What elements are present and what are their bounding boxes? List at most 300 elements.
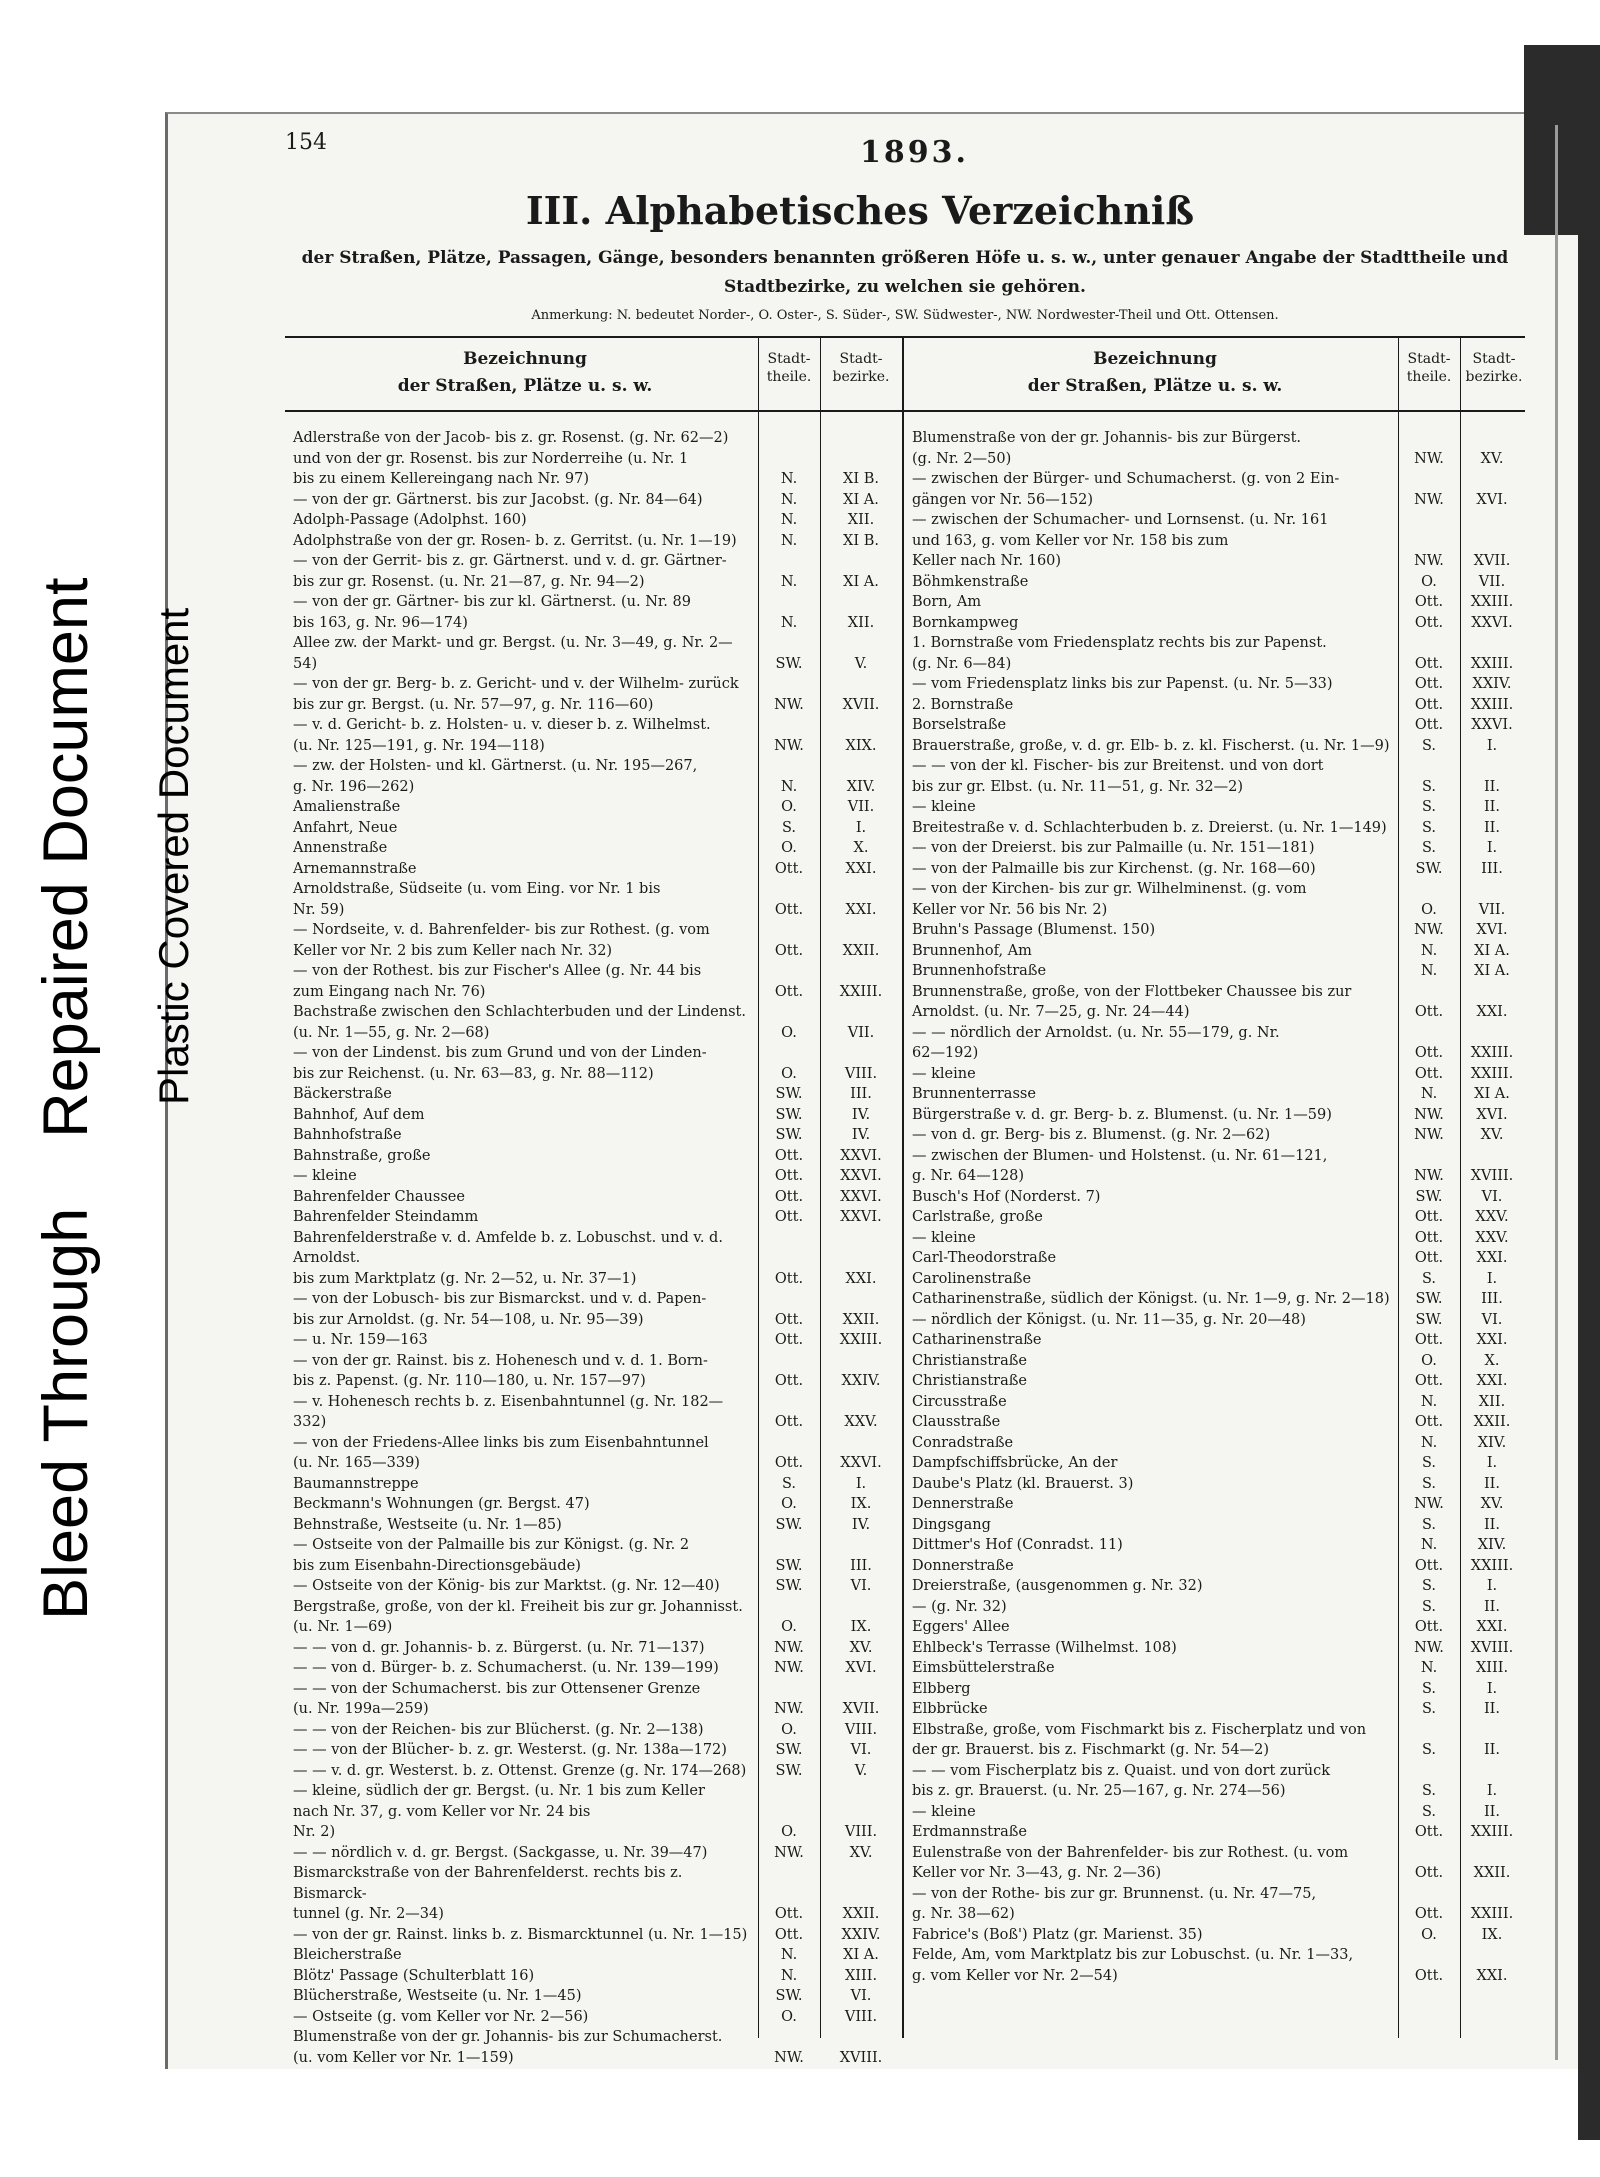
stadttheil-cell: N. — [1420, 1434, 1438, 1451]
abbreviation-note: Anmerkung: N. bedeutet Norder-, O. Oster-, S. Süder-, SW. Südwester-, NW. Nordwester-Theil und Ott. Ottensen. — [531, 308, 1279, 323]
table-row — [285, 1392, 903, 1433]
stadtbezirk-cell: VI. — [1481, 1311, 1503, 1328]
street-name: — von der Lindenst. bis zum Grund und von der Linden- bis zur Reichenst. (u. Nr. 63—83, g. Nr. 88—112) — [293, 1045, 707, 1082]
stadttheil-cell: SW. — [775, 1086, 803, 1102]
table-row — [285, 756, 903, 797]
street-name: — — von der Reichen- bis zur Blücherst. (g. Nr. 2—138) — [293, 1721, 704, 1738]
street-name: Christianstraße — [912, 1373, 1028, 1389]
stadttheil-cell: Ott. — [1414, 1557, 1444, 1574]
stadtbezirk-cell: II. — [1483, 819, 1501, 836]
stadtbezirk-cell: XVI. — [1476, 1106, 1508, 1123]
street-name: Bruhn's Passage (Blumenst. 150) — [912, 922, 1156, 938]
street-name: Catharinenstraße, südlich der Königst. (u. Nr. 1—9, g. Nr. 2—18) — [912, 1291, 1390, 1307]
stadttheil-cell: Ott. — [774, 1332, 804, 1348]
bleed-through-label: Bleed Through — [31, 1207, 101, 1620]
table-row — [904, 613, 1525, 634]
table-row — [904, 1658, 1525, 1679]
table-row — [904, 633, 1525, 674]
stadttheil-cell: Ott. — [1414, 594, 1444, 610]
page-gutter — [1555, 125, 1558, 2060]
stadtbezirk-cell: IX. — [850, 1619, 872, 1635]
stadttheil-cell: O. — [1421, 1926, 1437, 1943]
stadttheil-cell: S. — [1421, 1578, 1437, 1594]
street-name: Clausstraße — [912, 1414, 1001, 1430]
stadttheil-cell: NW. — [774, 737, 804, 754]
stadtbezirk-cell: III. — [850, 1086, 872, 1102]
street-name: Elbberg — [912, 1680, 971, 1697]
stadttheil-cell: Ott. — [774, 1373, 804, 1389]
stadtbezirk-cell: XXIV. — [841, 1373, 881, 1389]
street-name: — — v. d. gr. Westerst. b. z. Ottenst. Grenze (g. Nr. 174—268) — [293, 1762, 747, 1779]
street-name: — — von d. gr. Johannis- b. z. Bürgerst. (u. Nr. 71—137) — [293, 1639, 705, 1656]
stadttheil-cell: NW. — [774, 1639, 804, 1656]
street-name: Arnemannstraße — [293, 860, 417, 877]
street-name: Amalienstraße — [293, 799, 401, 815]
stadtbezirk-cell: XI A. — [1474, 963, 1510, 979]
table-row — [904, 1617, 1525, 1638]
table-row — [904, 592, 1525, 613]
street-name: Daube's Platz (kl. Brauerst. 3) — [912, 1475, 1134, 1492]
stadtbezirk-cell: XXII. — [842, 1311, 880, 1328]
table-row — [904, 941, 1525, 962]
street-name: — u. Nr. 159—163 — [293, 1332, 428, 1348]
street-name: Dreierstraße, (ausgenommen g. Nr. 32) — [912, 1578, 1203, 1594]
stadttheil-cell: NW. — [774, 1701, 804, 1717]
stadtbezirk-cell: IV. — [851, 1127, 871, 1143]
table-head-rule — [285, 410, 1525, 412]
stadtbezirk-cell: XXVI. — [840, 1188, 882, 1205]
table-row — [285, 531, 903, 552]
header-line-2: der Straßen, Plätze u. s. w. — [1027, 376, 1283, 396]
stadttheil-cell: Ott. — [1414, 1967, 1444, 1984]
street-name: Dingsgang — [912, 1516, 991, 1533]
stadtbezirk-cell: VII. — [847, 1024, 875, 1041]
stadttheil-cell: N. — [780, 491, 798, 508]
stadttheil-cell: S. — [1421, 778, 1437, 795]
stadttheil-cell: SW. — [775, 1988, 803, 2004]
stadttheil-cell: Ott. — [774, 1455, 804, 1471]
street-name: Dennerstraße — [912, 1496, 1014, 1512]
street-name: Dittmer's Hof (Conradst. 11) — [912, 1537, 1123, 1553]
stadttheil-cell: Ott. — [774, 1147, 804, 1164]
stadttheil-cell: S. — [1421, 1742, 1437, 1758]
stadtbezirk-cell: I. — [1486, 737, 1498, 754]
table-row — [904, 1802, 1525, 1823]
stadtbezirk-cell: XXIV. — [1472, 676, 1512, 692]
street-name: — — von der Blücher- b. z. gr. Westerst. (g. Nr. 138a—172) — [293, 1742, 727, 1758]
stadtbezirk-cell: I. — [1486, 1270, 1498, 1287]
stadtbezirk-cell: XI A. — [843, 1947, 879, 1963]
table-row — [285, 1679, 903, 1720]
stadttheil-cell: N. — [780, 512, 798, 528]
street-name: Elbstraße, große, vom Fischmarkt bis z. Fischerplatz und von der gr. Brauerst. bis z. Fischmarkt (g. Nr. 54—2) — [912, 1721, 1367, 1758]
stadttheil-cell: Ott. — [774, 1270, 804, 1287]
stadttheil-cell: S. — [1421, 1701, 1437, 1717]
table-row — [904, 1638, 1525, 1659]
stadtbezirk-cell: XVII. — [842, 1701, 880, 1717]
street-name: Carl-Theodorstraße — [912, 1250, 1057, 1266]
table-row — [285, 818, 903, 839]
stadttheil-cell: O. — [781, 1065, 797, 1082]
street-name: — von der Dreierst. bis zur Palmaille (u. Nr. 151—181) — [912, 840, 1315, 856]
stadttheil-cell: NW. — [1414, 922, 1444, 938]
street-name: — von der gr. Rainst. bis z. Hohenesch und v. d. 1. Born- bis z. Papenst. (g. Nr. 110—180, u. Nr. 157—97) — [293, 1352, 708, 1389]
table-row — [285, 920, 903, 961]
table-row — [904, 1207, 1525, 1228]
stadtbezirk-cell: XXIII. — [1470, 1065, 1514, 1082]
stadttheil-cell: SW. — [1415, 1291, 1443, 1307]
stadttheil-cell: N. — [780, 532, 798, 549]
table-row — [904, 1884, 1525, 1925]
stadttheil-cell: S. — [1421, 1783, 1437, 1799]
stadttheil-cell: NW. — [1414, 450, 1444, 467]
table-row — [904, 961, 1525, 982]
stadttheil-cell: NW. — [1414, 553, 1444, 569]
table-row — [285, 1166, 903, 1187]
table-row — [285, 1146, 903, 1167]
page-year: 1893. — [860, 135, 969, 170]
stadttheil-cell: S. — [1421, 1270, 1437, 1287]
street-name: — kleine — [912, 1229, 976, 1246]
stadttheil-cell: NW. — [1414, 1639, 1444, 1656]
stadttheil-cell: SW. — [775, 1762, 803, 1779]
table-row — [904, 1433, 1525, 1454]
street-name: Bahnhofstraße — [293, 1127, 402, 1143]
street-name: — — nördlich v. d. gr. Bergst. (Sackgasse, u. Nr. 39—47) — [293, 1844, 708, 1861]
stadttheil-cell: N. — [780, 1967, 798, 1984]
street-name: Brunnenterrasse — [912, 1086, 1036, 1102]
street-name: Bornkampweg — [912, 614, 1019, 631]
stadtbezirk-cell: XVIII. — [1470, 1639, 1514, 1656]
table-row — [285, 1986, 903, 2007]
street-name: Brunnenhofstraße — [912, 963, 1047, 979]
stadtbezirk-cell: XXIV. — [841, 1926, 881, 1943]
street-name: Bahnhof, Auf dem — [293, 1106, 425, 1123]
street-name: — von der Friedens-Allee links bis zum Eisenbahntunnel (u. Nr. 165—339) — [293, 1434, 709, 1471]
street-name: Allee zw. der Markt- und gr. Bergst. (u. Nr. 3—49, g. Nr. 2—54) — [293, 635, 733, 672]
stadtbezirk-cell: I. — [1486, 840, 1498, 856]
stadttheil-cell: SW. — [1415, 1188, 1443, 1205]
street-name: Brunnenstraße, große, von der Flottbeker Chaussee bis zur Arnoldst. (u. Nr. 7—25, g. Nr. 24—44) — [912, 983, 1352, 1020]
street-name: Blücherstraße, Westseite (u. Nr. 1—45) — [293, 1988, 582, 2004]
stadttheil-cell: Ott. — [1414, 1229, 1444, 1246]
table-row — [285, 674, 903, 715]
table-row — [904, 1761, 1525, 1802]
stadttheil-cell: Ott. — [774, 942, 804, 959]
stadttheil-cell: O. — [1421, 901, 1437, 918]
table-row — [904, 1310, 1525, 1331]
stadttheil-cell: Ott. — [774, 1168, 804, 1184]
street-name: Erdmannstraße — [912, 1824, 1027, 1840]
stadtbezirk-cell: V. — [854, 655, 868, 672]
street-name: Adlerstraße von der Jacob- bis z. gr. Rosenst. (g. Nr. 62—2) und von der gr. Rosenst. bis zur Norderreihe (u. Nr. 1 bis zu einem Kellereingang nach Nr. 97) — [293, 430, 729, 487]
street-name: Baumannstreppe — [293, 1475, 419, 1492]
stadtbezirk-cell: II. — [1483, 799, 1501, 815]
table-row — [285, 1576, 903, 1597]
table-row — [285, 428, 903, 490]
stadttheil-cell: Ott. — [1414, 1414, 1444, 1430]
street-name: — kleine, südlich der gr. Bergst. (u. Nr. 1 bis zum Keller nach Nr. 37, g. vom Keller vor Nr. 24 bis Nr. 2) — [293, 1783, 705, 1840]
stadtbezirk-cell: I. — [1486, 1680, 1498, 1697]
stadtbezirk-cell: XXI. — [845, 860, 877, 877]
stadttheil-cell: S. — [1421, 1516, 1437, 1533]
stadttheil-cell: O. — [781, 799, 797, 815]
table-row — [285, 1781, 903, 1843]
stadtbezirk-cell: XV. — [849, 1844, 873, 1861]
street-name: Ehlbeck's Terrasse (Wilhelmst. 108) — [912, 1639, 1177, 1656]
street-name: Arnoldstraße, Südseite (u. vom Eing. vor Nr. 1 bis Nr. 59) — [293, 881, 661, 918]
street-name: Bachstraße zwischen den Schlachterbuden und der Lindenst. (u. Nr. 1—55, g. Nr. 2—68) — [293, 1004, 746, 1041]
table-row — [904, 428, 1525, 469]
street-name: Böhmkenstraße — [912, 573, 1029, 590]
stadtbezirk-cell: III. — [1481, 1291, 1503, 1307]
street-name: Blumenstraße von der gr. Johannis- bis zur Bürgerst. (g. Nr. 2—50) — [912, 430, 1302, 467]
street-name: — zwischen der Blumen- und Holstenst. (u. Nr. 61—121, g. Nr. 64—128) — [912, 1147, 1328, 1184]
table-row — [285, 1494, 903, 1515]
stadttheil-cell: S. — [1421, 1455, 1437, 1471]
stadttheil-cell: O. — [781, 1024, 797, 1041]
stadtbezirk-cell: VIII. — [844, 1721, 878, 1738]
stadttheil-cell: NW. — [1414, 1127, 1444, 1143]
street-name: — von der gr. Berg- b. z. Gericht- und v. der Wilhelm- zurück bis zur gr. Bergst. (u. Nr. 57—97, g. Nr. 116—60) — [293, 676, 739, 713]
street-name: Born, Am — [912, 594, 982, 610]
street-name: — — von der kl. Fischer- bis zur Breitenst. und von dort bis zur gr. Elbst. (u. Nr. 11—51, g. Nr. 32—2) — [912, 758, 1324, 795]
street-name: Eimsbüttelerstraße — [912, 1660, 1055, 1676]
stadttheil-cell: Ott. — [1414, 1250, 1444, 1266]
table-row — [904, 1105, 1525, 1126]
street-name: Busch's Hof (Norderst. 7) — [912, 1188, 1101, 1205]
stadttheil-cell: S. — [1421, 1475, 1437, 1492]
stadtbezirk-cell: III. — [1481, 860, 1503, 877]
stadtbezirk-cell: XXII. — [1473, 1414, 1511, 1430]
street-name: Brunnenhof, Am — [912, 942, 1032, 959]
street-name: Brauerstraße, große, v. d. gr. Elb- b. z. kl. Fischerst. (u. Nr. 1—9) — [912, 737, 1390, 754]
stadtbezirk-cell: VIII. — [844, 2008, 878, 2025]
stadtbezirk-cell: XVIII. — [1470, 1168, 1514, 1184]
street-name: Fabrice's (Boß') Platz (gr. Marienst. 35) — [912, 1926, 1203, 1943]
right-theile-header: Stadt-theile. — [1406, 351, 1452, 385]
stadttheil-cell: SW. — [775, 1516, 803, 1533]
table-row — [904, 756, 1525, 797]
street-name: Blumenstraße von der gr. Johannis- bis zur Schumacherst. (u. vom Keller vor Nr. 1—159) — [293, 2029, 723, 2066]
page-subtitle: der Straßen, Plätze, Passagen, Gänge, besonders benannten größeren Höfe u. s. w., unter genauer Angabe der Stadttheile und Stadtbezirke, zu welchen sie gehören. — [301, 248, 1509, 297]
street-name: Adolph-Passage (Adolphst. 160) — [293, 512, 527, 528]
stadtbezirk-cell: XV. — [1480, 1127, 1504, 1143]
table-row — [285, 510, 903, 531]
street-name: — kleine — [293, 1168, 357, 1184]
street-name: 1. Bornstraße vom Friedensplatz rechts bis zur Papenst. (g. Nr. 6—84) — [912, 635, 1327, 672]
street-name: — — von der Schumacherst. bis zur Ottensener Grenze (u. Nr. 199a—259) — [293, 1680, 701, 1717]
stadtbezirk-cell: XXVI. — [840, 1147, 882, 1164]
stadtbezirk-cell: X. — [1484, 1352, 1500, 1369]
table-row — [285, 2027, 903, 2068]
stadtbezirk-cell: II. — [1483, 1516, 1501, 1533]
table-row — [904, 1269, 1525, 1290]
street-name: Conradstraße — [912, 1434, 1014, 1451]
stadttheil-cell: NW. — [1414, 1168, 1444, 1184]
stadttheil-cell: S. — [1421, 1803, 1437, 1820]
stadttheil-cell: SW. — [1415, 860, 1443, 877]
table-row — [904, 572, 1525, 593]
table-row — [904, 736, 1525, 757]
stadttheil-cell: Ott. — [1414, 1065, 1444, 1082]
table-row — [904, 1412, 1525, 1433]
stadttheil-cell: NW. — [774, 2049, 804, 2066]
stadtbezirk-cell: XVII. — [842, 696, 880, 713]
stadttheil-cell: O. — [781, 1721, 797, 1738]
table-row — [904, 1556, 1525, 1577]
street-name: Behnstraße, Westseite (u. Nr. 1—85) — [293, 1516, 562, 1533]
street-name: — zwischen der Bürger- und Schumacherst. (g. von 2 Ein- gängen vor Nr. 56—152) — [912, 471, 1340, 508]
left-name-header — [300, 346, 750, 400]
table-row — [285, 1474, 903, 1495]
street-name: Carolinenstraße — [912, 1270, 1032, 1287]
stadtbezirk-cell: XI A. — [843, 573, 879, 590]
stadtbezirk-cell: XVI. — [1476, 491, 1508, 508]
table-row — [904, 1084, 1525, 1105]
stadtbezirk-cell: XXVI. — [840, 1209, 882, 1225]
stadtbezirk-cell: XI A. — [1474, 1086, 1510, 1102]
street-name: — von der Rothe- bis zur gr. Brunnenst. (u. Nr. 47—75, g. Nr. 38—62) — [912, 1885, 1317, 1922]
stadtbezirk-cell: XV. — [1480, 1496, 1504, 1512]
table-row — [285, 1740, 903, 1761]
stadtbezirk-cell: VI. — [850, 1742, 872, 1758]
stadttheil-cell: Ott. — [774, 983, 804, 1000]
stadtbezirk-cell: IX. — [1481, 1926, 1503, 1943]
street-name: Bismarckstraße von der Bahrenfelderst. rechts bis z. Bismarck- tunnel (g. Nr. 2—34) — [293, 1865, 683, 1922]
table-row — [904, 695, 1525, 716]
street-name: Anfahrt, Neue — [293, 819, 398, 836]
table-row — [285, 715, 903, 756]
scan-dark-edge — [1578, 200, 1600, 2140]
stadttheil-cell: NW. — [1414, 1106, 1444, 1123]
stadttheil-cell: N. — [1420, 963, 1438, 979]
stadtbezirk-cell: XXI. — [1476, 1373, 1508, 1389]
table-row — [904, 1330, 1525, 1351]
stadtbezirk-cell: XXI. — [845, 1270, 877, 1287]
table-row — [285, 961, 903, 1002]
stadtbezirk-cell: XXI. — [845, 901, 877, 918]
stadtbezirk-cell: XXII. — [842, 942, 880, 959]
street-name: — von der gr. Gärtner- bis zur kl. Gärtnerst. (u. Nr. 89 bis 163, g. Nr. 96—174) — [293, 594, 691, 631]
plastic-covered-label: Plastic Covered Document — [150, 607, 197, 1105]
table-row — [904, 1248, 1525, 1269]
stadttheil-cell: NW. — [1414, 491, 1444, 508]
table-row — [904, 1064, 1525, 1085]
table-row — [285, 1925, 903, 1946]
stadttheil-cell: O. — [1421, 1352, 1437, 1369]
stadtbezirk-cell: XXVI. — [1471, 614, 1513, 631]
table-row — [285, 1043, 903, 1084]
stadttheil-cell: Ott. — [1414, 1865, 1444, 1881]
stadtbezirk-cell: IV. — [851, 1106, 871, 1123]
street-name: — nördlich der Königst. (u. Nr. 11—35, g. Nr. 20—48) — [912, 1311, 1306, 1328]
left-bezirke-header: Stadt-bezirke. — [832, 351, 890, 385]
table-row — [904, 1371, 1525, 1392]
street-name: — Nordseite, v. d. Bahrenfelder- bis zur Rothest. (g. vom Keller vor Nr. 2 bis zum Keller nach Nr. 32) — [293, 922, 710, 959]
stadttheil-cell: NW. — [1414, 1496, 1444, 1512]
table-row — [904, 1925, 1525, 1946]
street-name: Eulenstraße von der Bahrenfelder- bis zur Rothest. (u. vom Keller vor Nr. 3—43, g. Nr. 2—36) — [912, 1844, 1349, 1881]
table-row — [904, 1146, 1525, 1187]
table-row — [904, 1822, 1525, 1843]
stadtbezirk-cell: I. — [855, 1475, 867, 1492]
table-row — [285, 592, 903, 633]
street-name: — — von d. Bürger- b. z. Schumacherst. (u. Nr. 139—199) — [293, 1660, 719, 1676]
table-row — [285, 1966, 903, 1987]
street-name: — von der Lobusch- bis zur Bismarckst. und v. d. Papen- bis zur Arnoldst. (g. Nr. 54—108, u. Nr. 95—39) — [293, 1291, 707, 1328]
table-row — [904, 1679, 1525, 1700]
stadtbezirk-cell: XXIII. — [1470, 1824, 1514, 1840]
stadttheil-cell: Ott. — [1414, 614, 1444, 631]
table-row — [904, 1720, 1525, 1761]
stadttheil-cell: Ott. — [1414, 1373, 1444, 1389]
stadttheil-cell: Ott. — [1414, 676, 1444, 692]
street-name: — von der gr. Rainst. links b. z. Bismarcktunnel (u. Nr. 1—15) — [293, 1926, 748, 1943]
street-name: — Ostseite von der Palmaille bis zur Königst. (g. Nr. 2 bis zum Eisenbahn-Directionsgebäude) — [293, 1537, 690, 1574]
stadttheil-cell: Ott. — [1414, 1824, 1444, 1840]
street-name: — von der Rothest. bis zur Fischer's Allee (g. Nr. 44 bis zum Eingang nach Nr. 76) — [293, 963, 702, 1000]
table-row — [285, 1084, 903, 1105]
table-row — [285, 1945, 903, 1966]
street-name: Bahrenfelder Chaussee — [293, 1188, 465, 1205]
header-line-1: Bezeichnung — [1093, 349, 1217, 369]
table-row — [904, 1515, 1525, 1536]
table-row — [904, 1597, 1525, 1618]
stadttheil-cell: N. — [1420, 1660, 1438, 1676]
street-name: — von der Kirchen- bis zur gr. Wilhelminenst. (g. vom Keller vor Nr. 56 bis Nr. 2) — [912, 881, 1307, 918]
street-name: — von der Palmaille bis zur Kirchenst. (g. Nr. 168—60) — [912, 860, 1316, 877]
table-row — [904, 1187, 1525, 1208]
stadtbezirk-cell: III. — [850, 1557, 872, 1574]
stadtbezirk-cell: XXII. — [1473, 1865, 1511, 1881]
table-row — [285, 1187, 903, 1208]
stadtbezirk-cell: II. — [1483, 1701, 1501, 1717]
stadttheil-cell: N. — [1420, 942, 1438, 959]
stadtbezirk-cell: XXVI. — [840, 1455, 882, 1471]
street-name: — v. Hohenesch rechts b. z. Eisenbahntunnel (g. Nr. 182—332) — [293, 1393, 724, 1430]
table-row — [285, 1207, 903, 1228]
street-name: Annenstraße — [293, 840, 388, 856]
table-row — [904, 469, 1525, 510]
street-name: Circusstraße — [912, 1393, 1007, 1410]
stadttheil-cell: Ott. — [774, 1188, 804, 1205]
stadtbezirk-cell: XIV. — [1477, 1537, 1507, 1553]
stadttheil-cell: N. — [780, 1947, 798, 1963]
stadttheil-cell: O. — [781, 1824, 797, 1840]
table-row — [904, 879, 1525, 920]
street-name: — zw. der Holsten- und kl. Gärtnerst. (u. Nr. 195—267, g. Nr. 196—262) — [293, 758, 698, 795]
right-column-entries — [904, 428, 1525, 1986]
street-name: — von der gr. Gärtnerst. bis zur Jacobst. (g. Nr. 84—64) — [293, 491, 703, 508]
table-row — [285, 1330, 903, 1351]
street-name: Bahrenfelder Steindamm — [293, 1209, 479, 1225]
stadttheil-cell: NW. — [774, 1844, 804, 1861]
table-row — [904, 1474, 1525, 1495]
page-number: 154 — [285, 130, 327, 155]
stadttheil-cell: S. — [1421, 840, 1437, 856]
street-name: — zwischen der Schumacher- und Lornsenst. (u. Nr. 161 und 163, g. vom Keller vor Nr. 158 bis zum Keller nach Nr. 160) — [912, 512, 1329, 569]
street-name: — — nördlich der Arnoldst. (u. Nr. 55—179, g. Nr. 62—192) — [912, 1024, 1280, 1061]
table-row — [285, 1658, 903, 1679]
header-line-2: der Straßen, Plätze u. s. w. — [397, 376, 653, 396]
stadttheil-cell: Ott. — [1414, 655, 1444, 672]
table-row — [285, 1638, 903, 1659]
street-name: Carlstraße, große — [912, 1209, 1043, 1225]
street-name: Bahrenfelderstraße v. d. Amfelde b. z. Lobuschst. und v. d. Arnoldst. bis zum Marktplatz (g. Nr. 2—52, u. Nr. 37—1) — [293, 1229, 723, 1287]
stadttheil-cell: S. — [1421, 819, 1437, 836]
header-line-1: Bezeichnung — [463, 349, 587, 369]
